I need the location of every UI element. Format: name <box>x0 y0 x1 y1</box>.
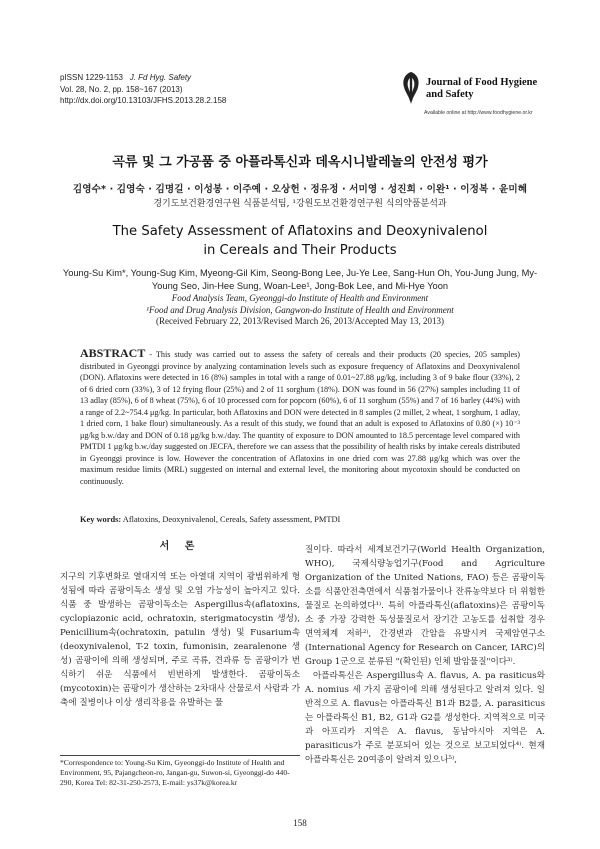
journal-name: Journal of Food Hygiene and Safety <box>426 77 538 100</box>
journal-url[interactable]: Available online at http://www.foodhygiene.or.kr <box>424 110 533 116</box>
received-dates: (Received February 22, 2013/Revised March 26, 2013/Accepted May 13, 2013) <box>156 316 444 326</box>
authors-english: Young-Su Kim*, Young-Sug Kim, Myeong-Gil Kim, Seong-Bong Lee, Ju-Ye Lee, Sang-Hun Oh, You-Jung Jung, My-Young Seo, Jin-Hee Sung, Woan-Lee¹, Jong-Bok Lee, and Mi-Hye Yoon <box>62 268 538 291</box>
keywords <box>80 515 520 524</box>
journal-abbrev: J. Fd Hyg. Safety <box>129 73 192 82</box>
section-heading-introduction: 서 론 <box>159 541 201 552</box>
left-column <box>60 540 300 710</box>
title-korean: 곡류 및 그 가공품 중 아플라톡신과 데옥시니발레놀의 안전성 평가 <box>112 155 488 170</box>
affiliation-korean: 경기도보건환경연구원 식품분석팀, ¹강원도보건환경연구원 식의약품분석과 <box>153 199 447 209</box>
journal-citation-block <box>60 72 226 107</box>
volume-line: Vol. 28, No. 2, pp. 158~167 (2013) <box>60 84 183 94</box>
page-number: 158 <box>293 818 307 828</box>
abstract-text: - This study was carried out to assess the safety of cereals and their products (20 species, 205 samples) distributed in Gyeonggi province by analyzing contamination levels such as exposure frequency of Aflatoxins and Deoxynivalenol (DON). Aflatoxins were detected in 16 (8%) samples in total with a range of 0.01~27.88 μg/kg, including 3 of 9 bake flour (33%), 2 of 6 dried corn (33%), 3 of 12 frying flour (25%) and 2 of 11 sorghum (18%). DON was found in 56 (27%) samples including 11 of 13 adlay (85%), 6 of 8 wheat (75%), 6 of 10 processed corn for popcorn (60%), 6 of 11 sorghum (55%) and 7 of 16 barley (44%) with a range of 2.2~754.4 μg/kg. In particular, both Aflatoxins and DON were detected in 8 samples (2 millet, 2 wheat, 1 sorghum, 1 adlay, 1 dried corn, 1 bake flour) simultaneously. As a result of this study, we found that an adult is exposed to Aflatoxins of 0.80 (×) 10⁻³ μg/kg b.w./day and DON of 0.18 μg/kg b.w./day. The quantity of exposure to DON amounted to 18.5 percentage level compared with PMTDI 1 μg/kg b.w./day suggested on JECFA, therefore we can assess that the possibility of health risks by intake cereals distributed in Gyeonggi province is low. However the concentration of Aflatoxins in one dried corn was 27.88 μg/kg which was over the maximum residue limits (MRL) suggested on internal and external level, the monitoring about mycotoxin should be conducted on continuously. <box>80 350 520 486</box>
body-paragraph-right-2: 아플라톡신은 Aspergillus속 A. flavus, A. pa rasiticus와 A. nomius 세 가지 곰팡이에 의해 생성된다고 알려져 있다. 일반적으로 A. flavus는 아플라톡신 B1과 B2를, A. parasiticus는 아플라톡신 B1, B2, G1과 G2를 생성한다. 지역적으로 미국과 아프리카 지역은 A. flavus, 동남아시아 지역은 A. parasiticus가 주로 분포되어 있는 것으로 보고되었다⁴⁾. 현재 아플라톡신은 20여종이 알려져 있으나⁵⁾, <box>305 671 545 765</box>
journal-logo-icon <box>398 70 424 106</box>
correspondence-footnote: *Correspondence to: Young-Su Kim, Gyeonggi-do Institute of Health and Environment, 95, Pajangcheon-ro, Jangan-gu, Suwon-si, Gyeonggi-do 440-290, Korea Tel: 82-31-250-2573, E-mail: ys37k@korea.kr <box>60 758 290 787</box>
doi-link[interactable]: http://dx.doi.org/10.13103/JFHS.2013.28.2.158 <box>60 96 227 105</box>
abstract <box>80 348 520 487</box>
abstract-heading: ABSTRACT <box>80 346 146 360</box>
issn: pISSN 1229-1153 <box>60 73 124 82</box>
right-column <box>305 543 545 767</box>
authors-korean: 김영수* · 김영숙 · 김명길 · 이성봉 · 이주예 · 오상헌 · 정유정 · 서미영 · 성진희 · 이완¹ · 이정복 · 윤미혜 <box>72 184 528 195</box>
title-english: The Safety Assessment of Aflatoxins and Deoxynivalenol in Cereals and Their Products <box>112 224 488 258</box>
footnote-divider <box>60 755 300 756</box>
affiliation-english: Food Analysis Team, Gyeonggi-do Institute of Health and Environment ¹Food and Drug Analysis Division, Gangwon-do Institute of Health and Environment <box>146 293 454 315</box>
journal-logo-block <box>398 66 548 116</box>
body-paragraph-right-1: 질이다. 따라서 세계보건기구(World Health Organization, WHO), 국제식량농업기구(Food and Agriculture Organization of the United Nations, FAO) 등은 곰팡이독소를 식품안전측면에서 식품첨가물이나 잔류농약보다 더 위험한 물질로 논의하였다¹⁾. 특히 아플라톡신(aflatoxins)은 곰팡이독소 중 가장 강력한 독성물질로서 장기간 고농도를 섭취할 경우 면역체계 저하²⁾, 간경변과 간암을 유발시켜 국제암연구소(International Agency for Research on Cancer, IARC)의 Group 1군으로 분류된 "(확인된) 인체 발암물질"이다³⁾. <box>305 545 545 667</box>
keywords-label: Key words: <box>80 515 122 524</box>
body-paragraph-left: 지구의 기후변화로 열대지역 또는 아열대 지역이 광범위하게 형성됨에 따라 곰팡이독소 생성 및 오염 가능성이 높아지고 있다. 식품 중 발생하는 곰팡이독소는 Aspergillus속(aflatoxins, cyclopiazonic acid, ochratoxin, sterigmatocystin 생성), Penicillium속(ochratoxin, patulin 생성) 및 Fusarium속(deoxynivalenol, T-2 toxin, fumonisin, zearalenone 생성) 곰팡이에 의해 생성되며, 주로 곡류, 견과류 등 곰팡이가 번식하기 쉬운 식품에서 빈번하게 발생한다. 곰팡이독소(mycotoxin)는 곰팡이가 생산하는 2차대사 산물로서 사람과 가축에 질병이나 이상 생리작용을 유발하는 물 <box>60 572 300 708</box>
keywords-text: Aflatoxins, Deoxynivalenol, Cereals, Safety assessment, PMTDI <box>121 515 341 524</box>
